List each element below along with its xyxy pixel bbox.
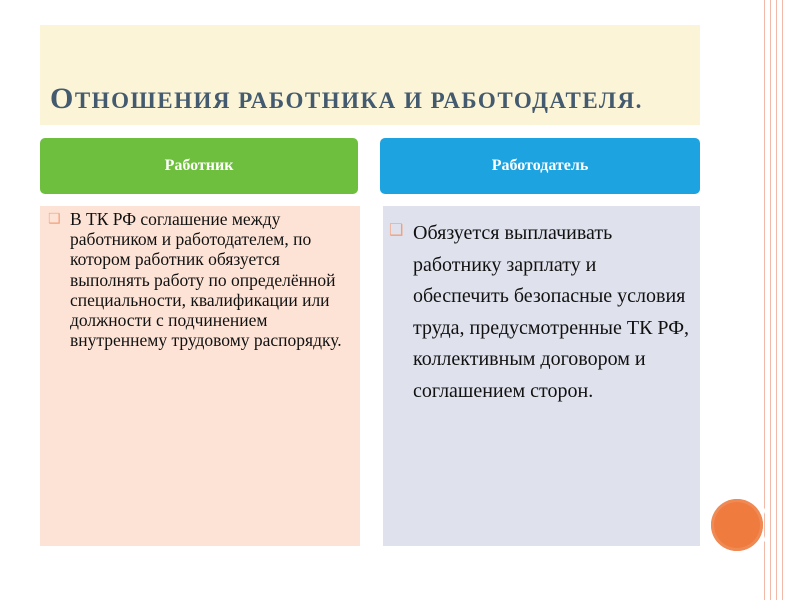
employer-header: Работодатель xyxy=(380,138,700,194)
employer-bullet xyxy=(389,218,694,408)
employer-text: Обязуется выплачивать работнику зарплату и обеспечить безопасные условия труда, предусмотренные ТК РФ, коллективным договором и соглашением сторон. xyxy=(413,222,689,402)
employee-header: Работник xyxy=(40,138,358,194)
quotation-bullet-icon: ❑ xyxy=(389,220,404,239)
border-stripe xyxy=(776,0,777,600)
border-stripe xyxy=(770,0,771,600)
employee-bullet xyxy=(48,209,358,350)
quotation-bullet-icon: ❑ xyxy=(48,211,61,227)
slide-title: ОТНОШЕНИЯ РАБОТНИКА И РАБОТОДАТЕЛЯ. xyxy=(50,82,643,115)
decorative-circle xyxy=(711,499,763,551)
border-stripe xyxy=(782,0,783,600)
employee-text: В ТК РФ соглашение между работником и работодателем, по котором работник обязуется выполнять работу по определённой специальности, квалификации или должности с подчинением внутреннему трудовому распорядку. xyxy=(70,209,342,351)
